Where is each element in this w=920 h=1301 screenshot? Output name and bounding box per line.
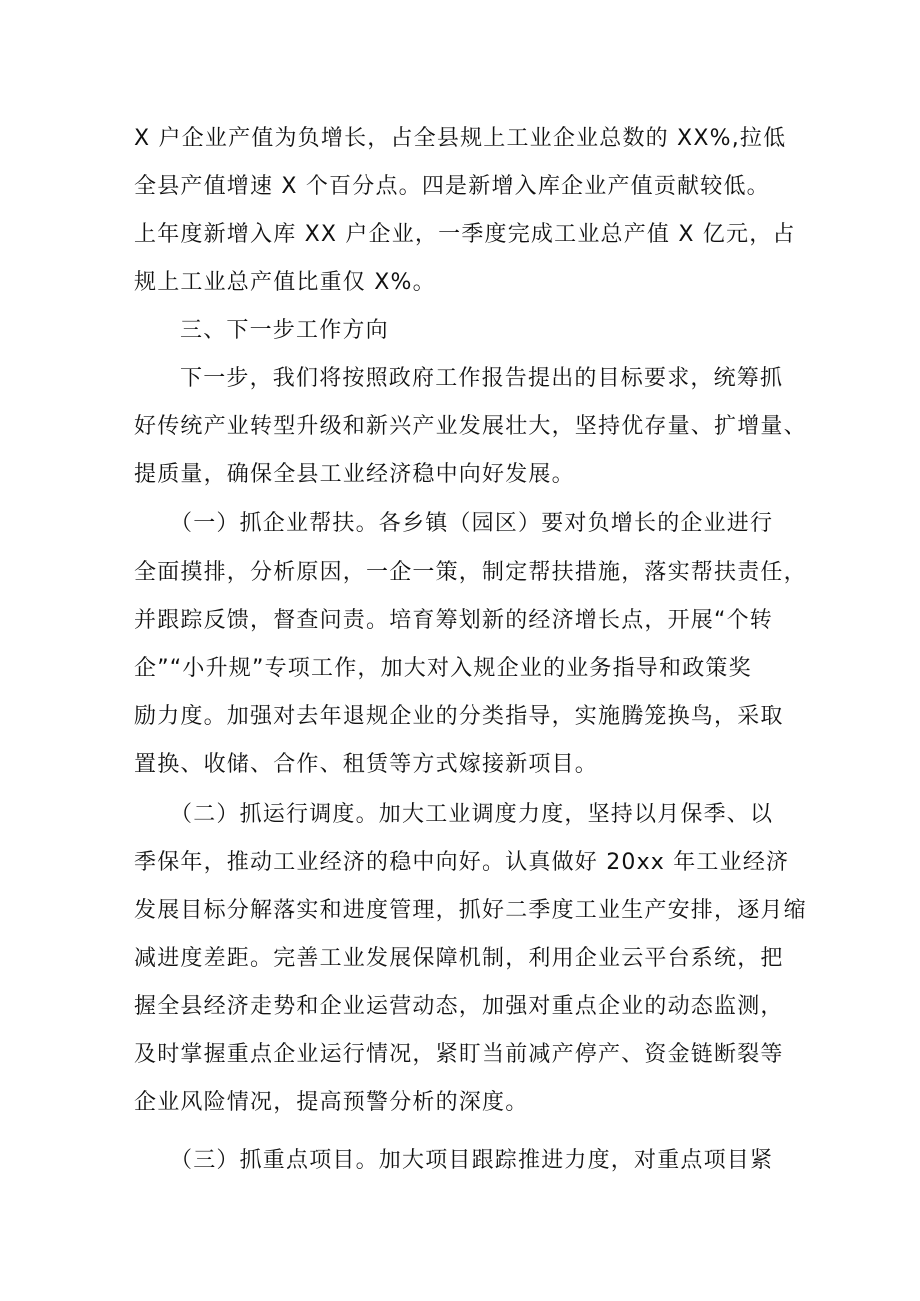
- section-heading: 三、下一步工作方向: [180, 318, 389, 343]
- text-line: 好传统产业转型升级和新兴产业发展壮大，坚持优存量、扩增量、: [134, 414, 807, 439]
- subsection-heading-line: （一）抓企业帮扶。各乡镇（园区）要对负增长的企业进行: [170, 511, 774, 536]
- text-line: 握全县经济走势和企业运营动态，加强对重点企业的动态监测，: [134, 994, 784, 1019]
- text-line: 全县产值增速 X 个百分点。四是新增入库企业产值贡献较低。: [134, 174, 770, 199]
- text-line: 并跟踪反馈，督查问责。培育筹划新的经济增长点，开展“个转: [134, 608, 773, 633]
- text-line: 励力度。加强对去年退规企业的分类指导，实施腾笼换鸟，采取: [134, 704, 784, 729]
- text-line: 置换、收储、合作、租赁等方式嫁接新项目。: [134, 752, 599, 777]
- subsection-heading-line: （二）抓运行调度。加大工业调度力度，坚持以月保季、以: [170, 802, 774, 827]
- text-line: 上年度新增入库 XX 户企业，一季度完成工业总产值 X 亿元，占: [134, 222, 796, 247]
- text-line: X 户企业产值为负增长，占全县规上工业企业总数的 XX%,拉低: [134, 126, 787, 151]
- text-line: 季保年，推动工业经济的稳中向好。认真做好 20xx 年工业经济: [134, 850, 790, 875]
- text-line: 下一步，我们将按照政府工作报告提出的目标要求，统筹抓: [180, 366, 784, 391]
- text-line: 发展目标分解落实和进度管理，抓好二季度工业生产安排，逐月缩: [134, 898, 807, 923]
- text-line: 提质量，确保全县工业经济稳中向好发展。: [134, 462, 575, 487]
- text-line: 企业风险情况，提高预警分析的深度。: [134, 1090, 529, 1115]
- subsection-heading-line: （三）抓重点项目。加大项目跟踪推进力度，对重点项目紧: [170, 1148, 774, 1173]
- text-line: 全面摸排，分析原因，一企一策，制定帮扶措施，落实帮扶责任，: [134, 560, 807, 585]
- text-line: 规上工业总产值比重仅 X%。: [134, 270, 436, 295]
- text-line: 及时掌握重点企业运行情况，紧盯当前减产停产、资金链断裂等: [134, 1042, 784, 1067]
- text-line: 减进度差距。完善工业发展保障机制，利用企业云平台系统，把: [134, 946, 784, 971]
- text-line: 企”“小升规”专项工作，加大对入规企业的业务指导和政策奖: [134, 656, 752, 681]
